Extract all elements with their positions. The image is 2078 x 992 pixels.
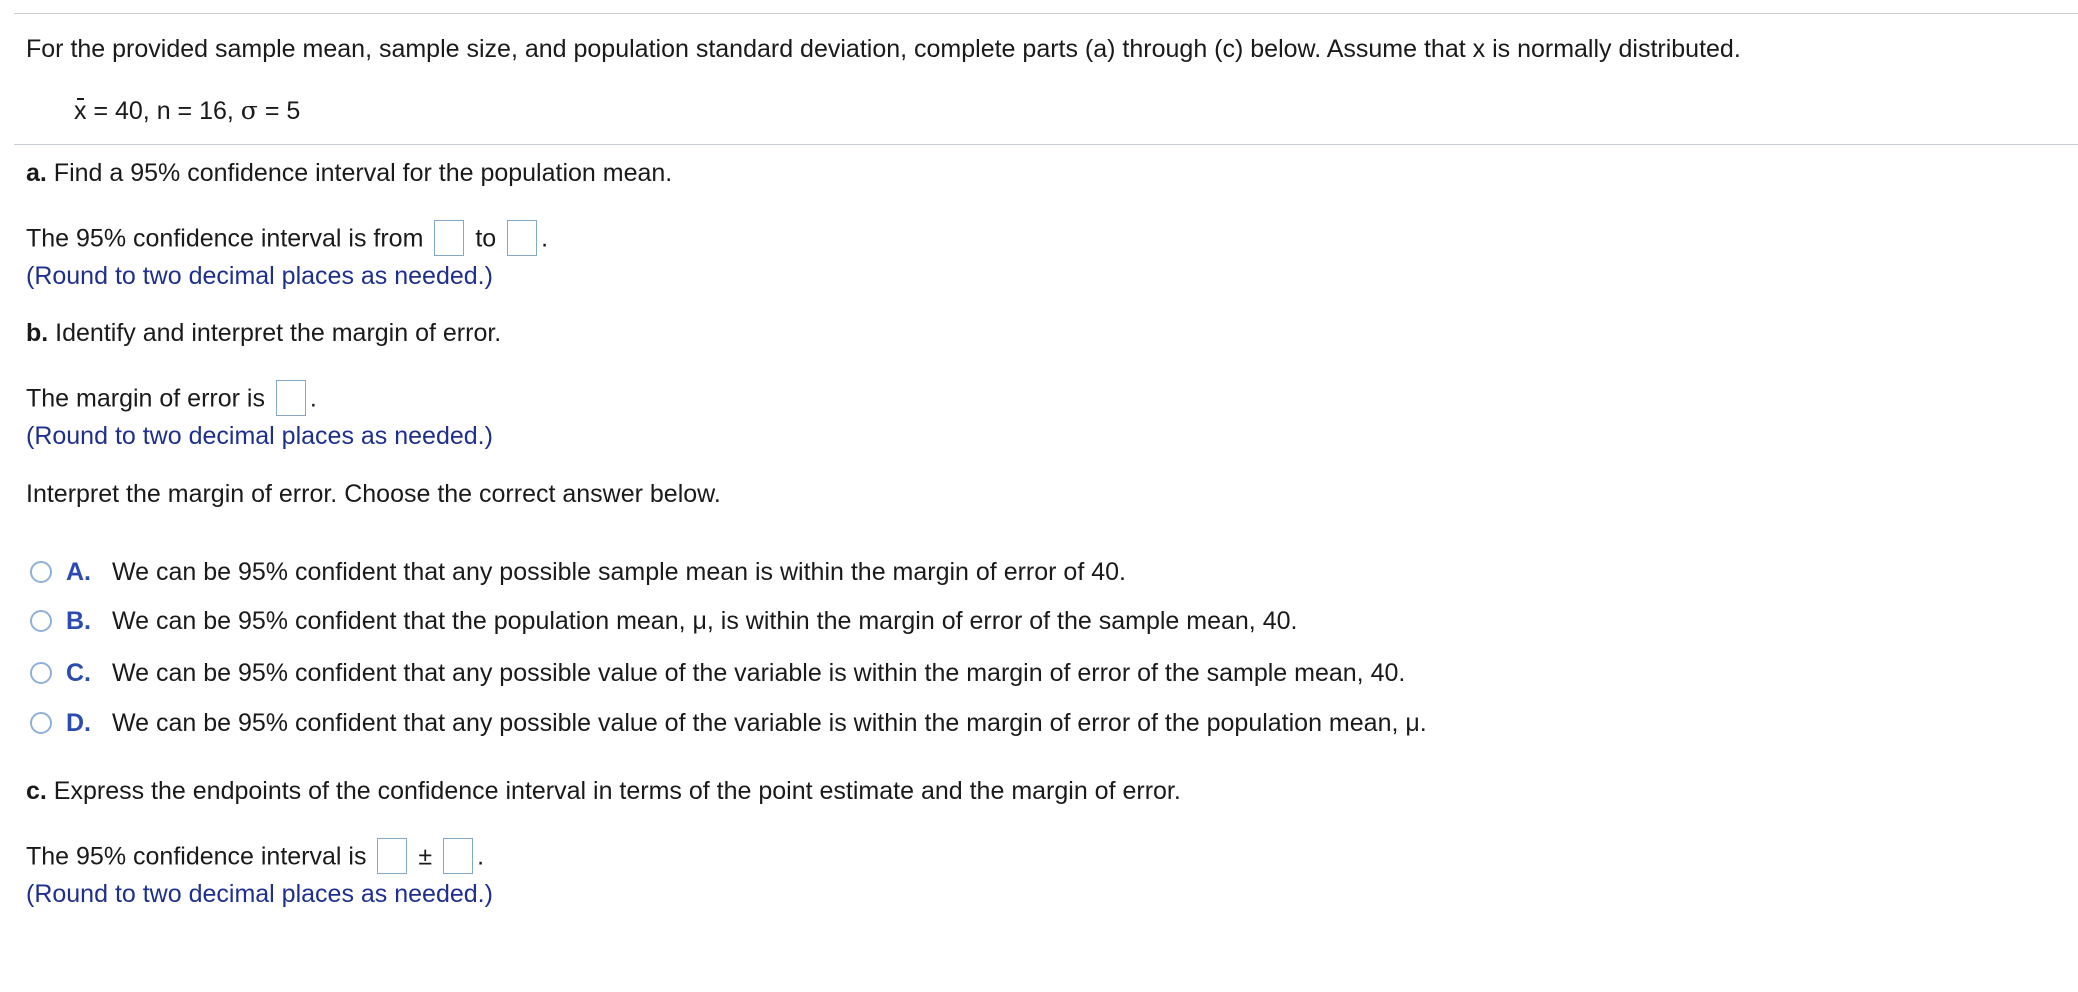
part-a-answer-suffix: . xyxy=(541,224,549,253)
option-c-letter: C. xyxy=(66,659,91,687)
given-divider xyxy=(14,144,2078,145)
option-a-radio[interactable] xyxy=(30,561,52,583)
option-b-radio[interactable] xyxy=(30,610,52,632)
option-b-letter: B. xyxy=(66,607,91,635)
part-a-answer-middle: to xyxy=(475,224,497,253)
part-c-answer-suffix: . xyxy=(477,842,485,871)
option-a[interactable] xyxy=(30,557,1126,587)
part-c-prompt: Express the endpoints of the confidence interval in terms of the point estimate and the margin of error. xyxy=(46,777,1181,805)
part-c-answer-line xyxy=(26,840,484,876)
sigma-symbol: σ xyxy=(240,96,258,125)
part-a-heading xyxy=(26,158,672,188)
interpret-prompt: Interpret the margin of error. Choose the correct answer below. xyxy=(26,480,721,508)
option-d-letter: D. xyxy=(66,709,91,737)
xbar-symbol: x xyxy=(74,97,87,125)
part-c-answer-prefix: The 95% confidence interval is xyxy=(26,842,367,871)
option-c[interactable] xyxy=(30,658,1405,688)
option-c-text: We can be 95% confident that any possible value of the variable is within the margin of error of the sample mean, 40. xyxy=(112,659,1406,687)
part-a-label: a. xyxy=(26,159,47,187)
top-divider xyxy=(14,13,2078,14)
part-a-prompt: Find a 95% confidence interval for the population mean. xyxy=(46,159,673,187)
option-d-text: We can be 95% confident that any possible value of the variable is within the margin of error of the population mean, μ. xyxy=(112,709,1427,737)
option-a-text: We can be 95% confident that any possible sample mean is within the margin of error of 40. xyxy=(112,558,1126,586)
margin-input[interactable] xyxy=(443,838,473,874)
option-b-text: We can be 95% confident that the population mean, μ, is within the margin of error of the sample mean, 40. xyxy=(112,607,1298,635)
given-values xyxy=(74,96,300,126)
part-a-answer-line xyxy=(26,222,548,258)
option-b[interactable] xyxy=(30,606,1297,636)
part-b-answer-suffix: . xyxy=(309,384,317,413)
part-b-round-note: (Round to two decimal places as needed.) xyxy=(26,422,493,450)
margin-of-error-input[interactable] xyxy=(276,380,306,416)
option-d-radio[interactable] xyxy=(30,712,52,734)
part-a-round-note: (Round to two decimal places as needed.) xyxy=(26,262,493,290)
option-d[interactable] xyxy=(30,708,1427,738)
option-c-radio[interactable] xyxy=(30,662,52,684)
part-a-answer-prefix: The 95% confidence interval is from xyxy=(26,224,424,253)
option-a-letter: A. xyxy=(66,558,91,586)
part-b-answer-prefix: The margin of error is xyxy=(26,384,265,413)
given-xbar-rest: = 40, n = 16, xyxy=(86,97,241,125)
ci-lower-input[interactable] xyxy=(434,220,464,256)
plus-minus-symbol: ± xyxy=(418,842,433,871)
given-sigma-rest: = 5 xyxy=(257,97,301,125)
part-c-label: c. xyxy=(26,777,47,805)
part-b-heading xyxy=(26,318,501,348)
part-b-answer-line xyxy=(26,382,317,418)
intro-text: For the provided sample mean, sample size, and population standard deviation, complete parts (a) through (c) below. Assume that x is normally distributed. xyxy=(26,35,1741,63)
ci-upper-input[interactable] xyxy=(507,220,537,256)
part-c-round-note: (Round to two decimal places as needed.) xyxy=(26,880,493,908)
part-b-prompt: Identify and interpret the margin of error. xyxy=(48,319,502,347)
part-c-heading xyxy=(26,776,1181,806)
part-b-label: b. xyxy=(26,319,49,347)
point-estimate-input[interactable] xyxy=(377,838,407,874)
